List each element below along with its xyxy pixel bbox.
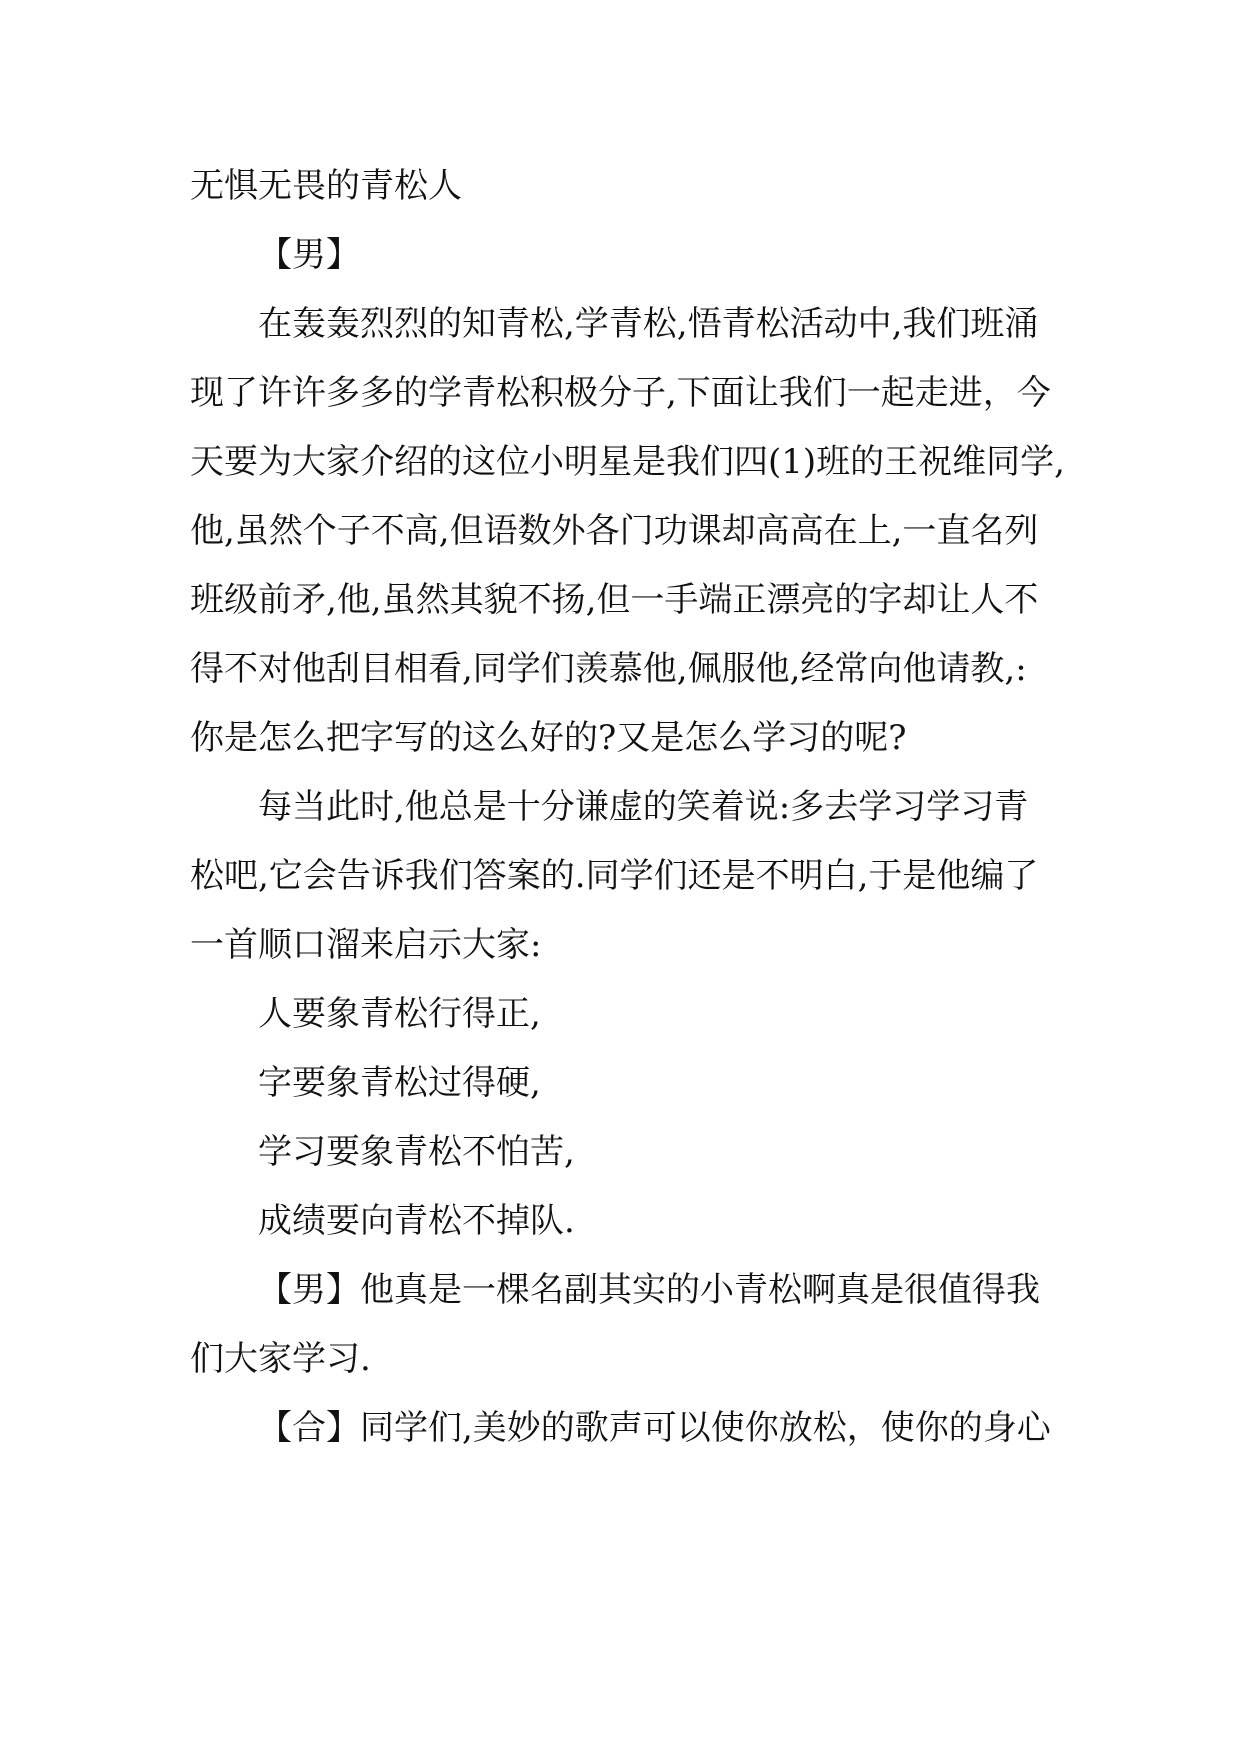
verse-line-4: 成绩要向青松不掉队.	[258, 1201, 575, 1241]
paragraph-1-line-7: 你是怎么把字写的这么好的?又是怎么学习的呢?	[190, 718, 907, 758]
paragraph-4-line-1: 【合】同学们,美妙的歌声可以使你放松，使你的身心	[258, 1408, 1051, 1448]
paragraph-1-line-2: 现了许许多多的学青松积极分子,下面让我们一起走进，今	[190, 373, 1051, 413]
paragraph-3-line-2: 们大家学习.	[190, 1339, 371, 1379]
verse-line-2: 字要象青松过得硬,	[258, 1063, 541, 1103]
paragraph-1-line-5: 班级前矛,他,虽然其貌不扬,但一手端正漂亮的字却让人不	[190, 580, 1039, 620]
paragraph-3-line-1: 【男】他真是一棵名副其实的小青松啊真是很值得我	[258, 1270, 1040, 1310]
speaker-line-1: 【男】	[258, 235, 360, 275]
verse-line-3: 学习要象青松不怕苦,	[258, 1132, 575, 1172]
paragraph-2-line-3: 一首顺口溜来启示大家:	[190, 925, 542, 965]
paragraph-2-line-2: 松吧,它会告诉我们答案的.同学们还是不明白,于是他编了	[190, 856, 1039, 896]
document-body	[190, 152, 1070, 1463]
paragraph-2-line-1: 每当此时,他总是十分谦虚的笑着说:多去学习学习青	[258, 787, 1029, 827]
verse-line-1: 人要象青松行得正,	[258, 994, 541, 1034]
paragraph-1-line-1: 在轰轰烈烈的知青松,学青松,悟青松活动中,我们班涌	[258, 304, 1039, 344]
document-title: 无惧无畏的青松人	[190, 166, 462, 206]
paragraph-1-line-6: 得不对他刮目相看,同学们羡慕他,佩服他,经常向他请教,:	[190, 649, 1027, 689]
paragraph-1-line-4: 他,虽然个子不高,但语数外各门功课却高高在上,一直名列	[190, 511, 1039, 551]
paragraph-1-line-3: 天要为大家介绍的这位小明星是我们四(1)班的王祝维同学,	[190, 442, 1065, 482]
